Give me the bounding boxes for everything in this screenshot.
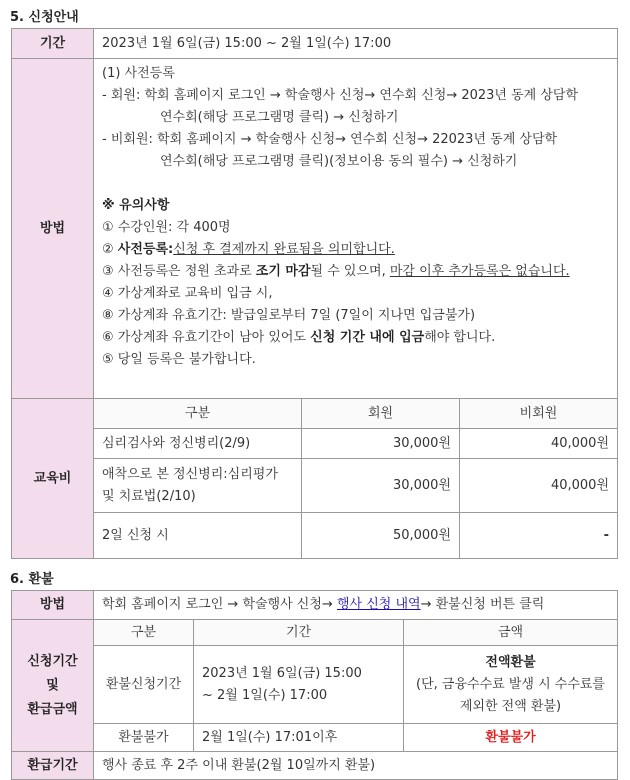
refund-row-period: 2월 1일(수) 17:01이후 — [194, 724, 404, 752]
method-line: 연수회(해당 프로그램명 클릭) → 신청하기 — [160, 110, 399, 125]
notice-item: ⑧ 가상계좌 유효기간: 발급일로부터 7일 (7일이 지나면 입금불가) — [102, 308, 476, 323]
method-line: - 비회원: 학회 홈페이지 → 학술행사 신청→ 연수회 신청→ 22023년 동계 상담학 — [102, 132, 558, 147]
method-line: (1) 사전등록 — [102, 66, 175, 81]
refund-row-type: 환불불가 — [94, 724, 194, 752]
fee-row-member: 30,000원 — [302, 429, 460, 459]
fee-row-name: 2일 신청 시 — [94, 513, 302, 559]
refund-period-amount-label: 신청기간 및 환급금액 — [12, 620, 94, 752]
method-line: - 회원: 학회 홈페이지 로그인 → 학술행사 신청→ 연수회 신청→ 2023년 동계 상담학 — [102, 88, 579, 103]
fee-row-nonmember: 40,000원 — [460, 459, 618, 513]
method-line: 연수회(해당 프로그램명 클릭)(정보이용 동의 필수) → 신청하기 — [160, 154, 518, 169]
refund-method-label: 방법 — [12, 591, 94, 620]
notice-item: ④ 가상계좌로 교육비 입금 시, — [102, 286, 273, 301]
refund-header-amount: 금액 — [404, 620, 618, 646]
notice-item: ③ 사전등록은 정원 초과로 조기 마감될 수 있으며, 마감 이후 추가등록은 없습니다. — [102, 264, 570, 279]
refund-row-amount: 환불불가 — [404, 724, 618, 752]
fee-row-nonmember: - — [460, 513, 618, 559]
fee-row-nonmember: 40,000원 — [460, 429, 618, 459]
refund-period-label: 환급기간 — [12, 752, 94, 780]
fee-header-nonmember: 비회원 — [460, 399, 618, 429]
fee-row-name: 애착으로 본 정신병리:심리평가 및 치료법(2/10) — [94, 459, 302, 513]
fee-row-member: 30,000원 — [302, 459, 460, 513]
refund-method-value: 학회 홈페이지 로그인 → 학술행사 신청→ 행사 신청 내역→ 환불신청 버튼 클릭 — [94, 591, 618, 620]
notice-item: ② 사전등록:신청 후 결제까지 완료됨을 의미합니다. — [102, 242, 395, 257]
fee-row-member: 50,000원 — [302, 513, 460, 559]
notice-heading: ※ 유의사항 — [102, 198, 170, 213]
notice-item: ① 수강인원: 각 400명 — [102, 220, 231, 235]
method-label: 방법 — [12, 59, 94, 399]
fee-header-member: 회원 — [302, 399, 460, 429]
notice-item: ⑤ 당일 등록은 불가합니다. — [102, 352, 256, 367]
fee-header-category: 구분 — [94, 399, 302, 429]
period-value: 2023년 1월 6일(금) 15:00 ~ 2월 1일(수) 17:00 — [94, 29, 618, 59]
section-6-title: 6. 환불 — [10, 572, 54, 587]
application-info-table — [11, 28, 618, 559]
fee-row-name: 심리검사와 정신병리(2/9) — [94, 429, 302, 459]
application-history-link[interactable]: 행사 신청 내역 — [336, 597, 421, 612]
section-5-title: 5. 신청안내 — [10, 10, 79, 25]
refund-header-category: 구분 — [94, 620, 194, 646]
notice-item: ⑥ 가상계좌 유효기간이 남아 있어도 신청 기간 내에 입금해야 합니다. — [102, 330, 496, 345]
refund-row-period: 2023년 1월 6일(금) 15:00 ~ 2월 1일(수) 17:00 — [194, 646, 404, 724]
period-label: 기간 — [12, 29, 94, 59]
refund-row-amount: 전액환불 (단, 금융수수료 발생 시 수수료를 제외한 전액 환불) — [404, 646, 618, 724]
fee-label: 교육비 — [12, 399, 94, 559]
refund-header-period: 기간 — [194, 620, 404, 646]
method-content — [94, 59, 618, 399]
refund-row-type: 환불신청기간 — [94, 646, 194, 724]
refund-period-value: 행사 종료 후 2주 이내 환불(2월 10일까지 환불) — [94, 752, 618, 780]
refund-table — [11, 590, 618, 780]
